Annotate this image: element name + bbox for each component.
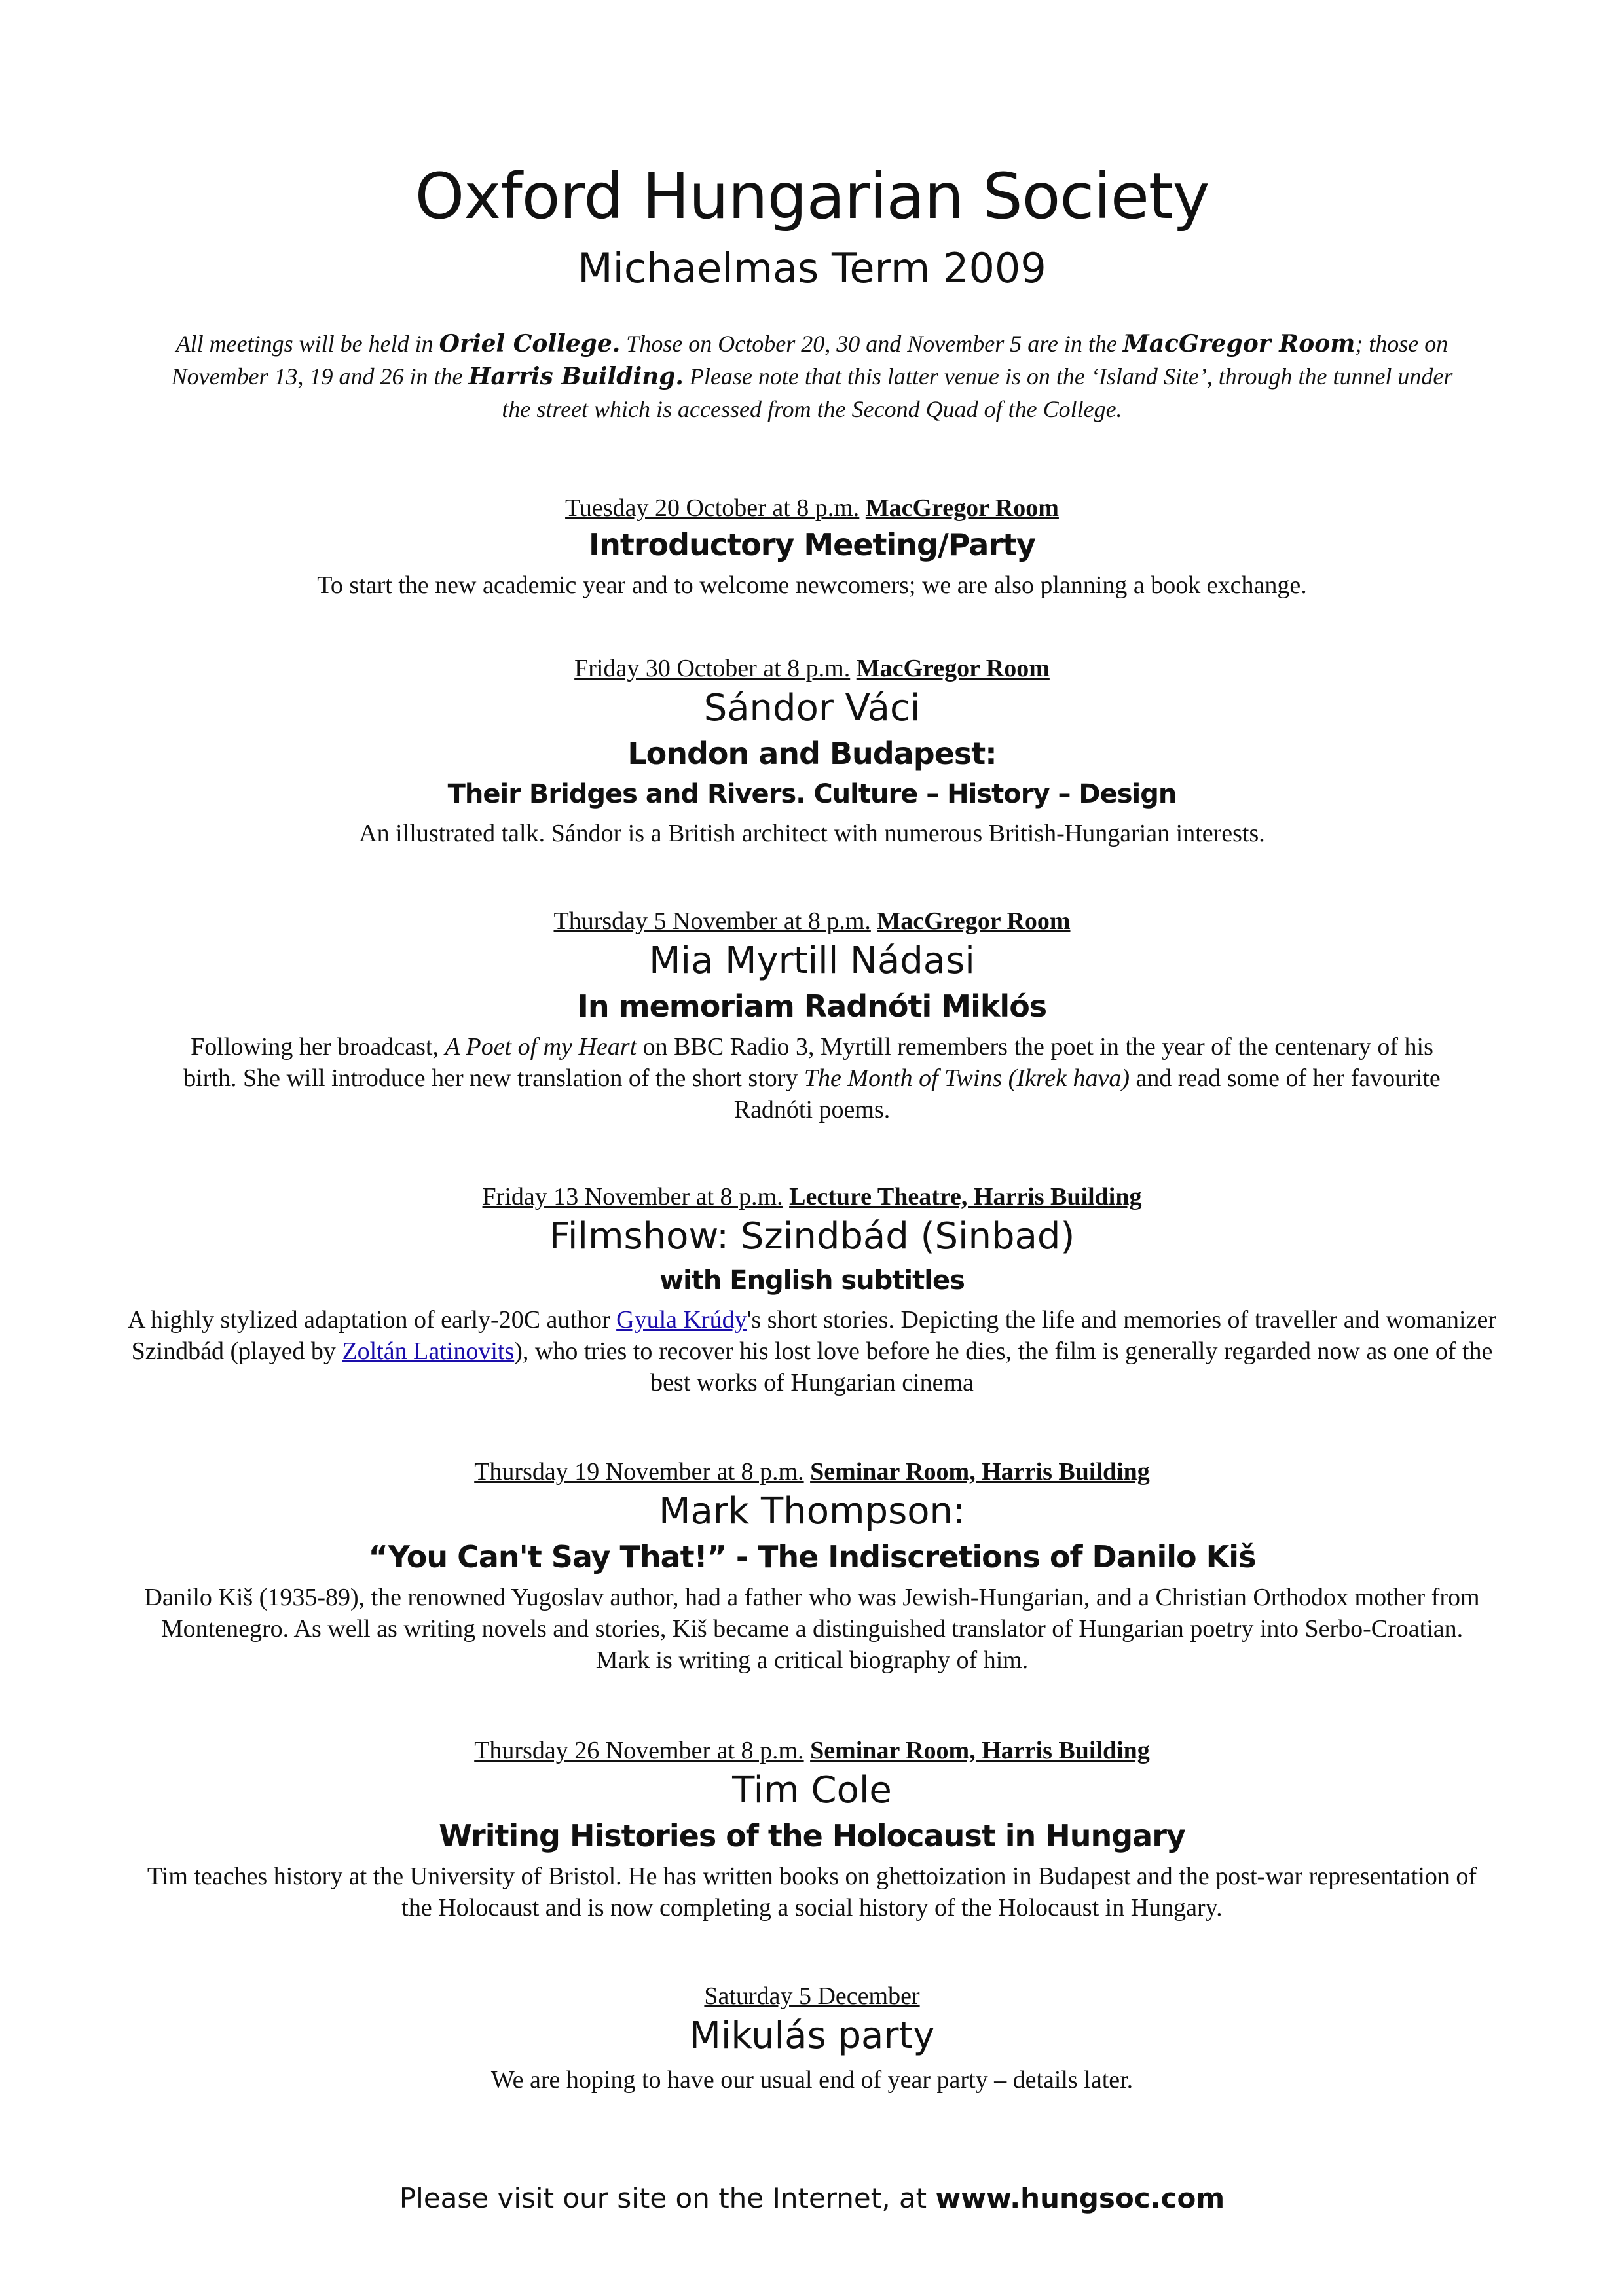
event-when: Saturday 5 December bbox=[704, 1982, 920, 2010]
event-introductory-meeting bbox=[118, 492, 1506, 601]
event-description: Danilo Kiš (1935-89), the renowned Yugoslav author, had a father who was Jewish-Hungarian, and a Christian Orthodox mother from Montenegro. As well as writing novels and stories, Kiš became a distinguished translator of Hungarian poetry into Serbo-Croatian. Mark is writing a critical biography of him. bbox=[144, 1584, 1480, 1674]
event-title: Mikulás party bbox=[689, 2014, 935, 2057]
event-where: MacGregor Room bbox=[865, 494, 1059, 522]
event-title: Filmshow: Szindbád (Sinbad) bbox=[549, 1215, 1075, 1258]
event-subtitle: Their Bridges and Rivers. Culture – History – Design bbox=[447, 779, 1177, 809]
page-subtitle: Michaelmas Term 2009 bbox=[578, 244, 1046, 292]
desc-text: and read some of her favourite Radnóti poems. bbox=[733, 1065, 1441, 1123]
intro-college: Oriel College. bbox=[439, 330, 621, 357]
event-mia-myrtill-nadasi bbox=[118, 905, 1506, 1125]
footer-url[interactable]: www.hungsoc.com bbox=[935, 2182, 1225, 2214]
event-where: MacGregor Room bbox=[877, 907, 1071, 935]
event-description bbox=[118, 1304, 1506, 1398]
event-description: Tim teaches history at the University of Bristol. He has written books on ghettoization in Budapest and the post-war representation of the Holocaust and is now completing a social history of the Holocaust in Hungary. bbox=[147, 1863, 1477, 1922]
event-where: Seminar Room, Harris Building bbox=[810, 1458, 1150, 1485]
desc-text: 's short stories. Depicting the life and memories of traveller and womanizer Szindbád (played by bbox=[131, 1306, 1496, 1365]
event-meta bbox=[118, 905, 1506, 937]
event-when: Tuesday 20 October at 8 p.m. bbox=[565, 494, 860, 522]
event-when: Thursday 5 November at 8 p.m. bbox=[553, 907, 871, 935]
event-description: We are hoping to have our usual end of year party – details later. bbox=[490, 2066, 1134, 2094]
event-where: Seminar Room, Harris Building bbox=[810, 1737, 1150, 1764]
event-description bbox=[118, 1031, 1506, 1125]
event-meta bbox=[118, 1980, 1506, 2012]
event-title: Introductory Meeting/Party bbox=[589, 527, 1035, 562]
intro-paragraph bbox=[170, 327, 1454, 426]
event-where: Lecture Theatre, Harris Building bbox=[789, 1183, 1142, 1211]
event-speaker: Tim Cole bbox=[732, 1769, 892, 1812]
link-gyula-krudy[interactable]: Gyula Krúdy bbox=[616, 1306, 747, 1334]
event-speaker: Mia Myrtill Nádasi bbox=[649, 939, 975, 982]
footer bbox=[0, 2180, 1624, 2217]
event-when: Thursday 19 November at 8 p.m. bbox=[474, 1458, 804, 1485]
intro-text-1: All meetings will be held in bbox=[175, 331, 439, 357]
event-tim-cole bbox=[118, 1735, 1506, 1923]
desc-italic-title: The Month of Twins (Ikrek hava) bbox=[803, 1065, 1130, 1092]
page-title: Oxford Hungarian Society bbox=[415, 160, 1209, 233]
event-meta bbox=[118, 653, 1506, 684]
intro-text-2: Those on October 20, 30 and November 5 are in the bbox=[620, 331, 1123, 357]
event-when: Thursday 26 November at 8 p.m. bbox=[474, 1737, 804, 1764]
event-filmshow-szindbad bbox=[118, 1181, 1506, 1398]
event-subtitle: with English subtitles bbox=[659, 1266, 965, 1296]
event-speaker: Mark Thompson: bbox=[659, 1490, 965, 1533]
event-title: “You Can't Say That!” - The Indiscretions of Danilo Kiš bbox=[368, 1539, 1256, 1575]
event-when: Friday 13 November at 8 p.m. bbox=[482, 1183, 783, 1211]
desc-italic-title: A Poet of my Heart bbox=[445, 1033, 637, 1061]
event-description: An illustrated talk. Sándor is a British architect with numerous British-Hungarian interests. bbox=[359, 820, 1265, 847]
event-speaker: Sándor Váci bbox=[703, 687, 921, 729]
link-zoltan-latinovits[interactable]: Zoltán Latinovits bbox=[342, 1338, 515, 1365]
event-description: To start the new academic year and to welcome newcomers; we are also planning a book exchange. bbox=[317, 572, 1307, 599]
intro-room-1: MacGregor Room bbox=[1122, 330, 1356, 357]
event-mikulas-party bbox=[118, 1980, 1506, 2096]
event-title: London and Budapest: bbox=[627, 736, 997, 771]
intro-text-4: Please note that this latter venue is on the ‘Island Site’, through the tunnel under the street which is accessed from the Second Quad of the College. bbox=[502, 363, 1453, 422]
event-meta bbox=[118, 1456, 1506, 1487]
intro-text-3: ; those on November 13, 19 and 26 in the bbox=[171, 331, 1449, 390]
event-title: In memoriam Radnóti Miklós bbox=[577, 989, 1047, 1024]
footer-text: Please visit our site on the Internet, at bbox=[399, 2182, 936, 2214]
intro-room-2: Harris Building. bbox=[468, 363, 684, 390]
event-meta bbox=[118, 492, 1506, 524]
desc-text: ), who tries to recover his lost love before he dies, the film is generally regarded now as one of the best works of Hungarian cinema bbox=[514, 1338, 1493, 1396]
event-title: Writing Histories of the Holocaust in Hungary bbox=[439, 1818, 1185, 1853]
event-when: Friday 30 October at 8 p.m. bbox=[574, 655, 851, 682]
desc-text: A highly stylized adaptation of early-20C author bbox=[128, 1306, 617, 1334]
event-mark-thompson bbox=[118, 1456, 1506, 1676]
event-meta bbox=[118, 1181, 1506, 1212]
desc-text: on BBC Radio 3, Myrtill remembers the poet in the year of the centenary of his birth. She will introduce her new translation of the short story bbox=[183, 1033, 1433, 1092]
desc-text: Following her broadcast, bbox=[191, 1033, 445, 1061]
event-where: MacGregor Room bbox=[856, 655, 1050, 682]
event-sandor-vaci bbox=[118, 653, 1506, 849]
event-meta bbox=[118, 1735, 1506, 1766]
